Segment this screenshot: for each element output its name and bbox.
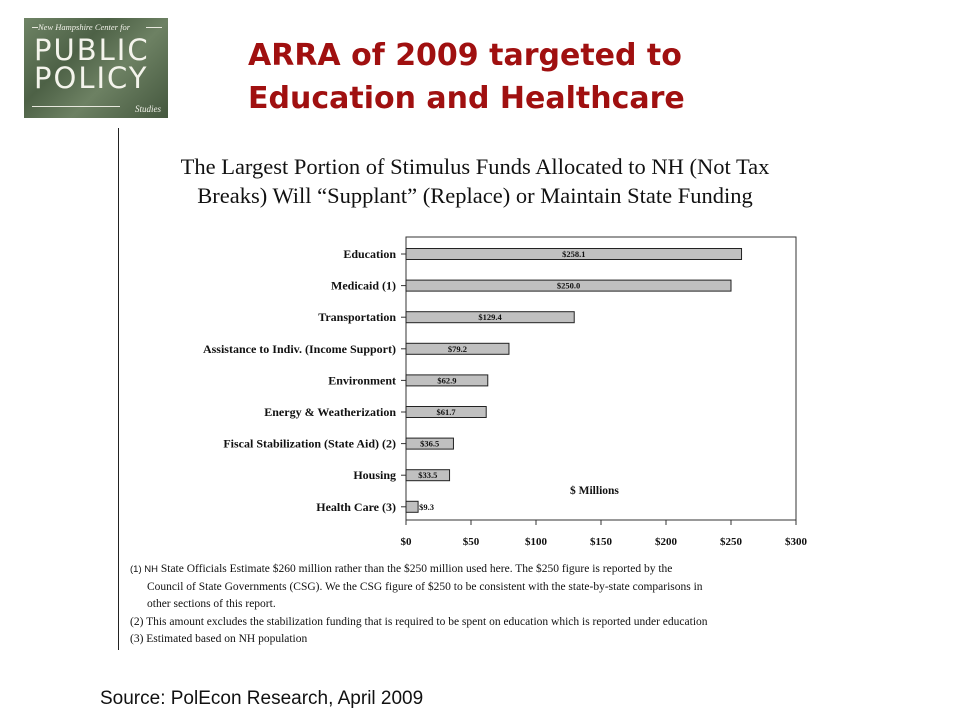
bar-value-label: $36.5	[420, 438, 440, 449]
x-tick-label: $0	[400, 536, 412, 548]
bar-value-label: $9.3	[419, 501, 434, 512]
x-tick-label: $100	[525, 536, 547, 548]
category-label: Fiscal Stabilization (State Aid) (2)	[223, 436, 396, 451]
bar-value-label: $79.2	[447, 343, 468, 354]
chart-title-line-1: The Largest Portion of Stimulus Funds Allocated to NH (Not Tax	[180, 154, 770, 179]
bar-value-label: $258.1	[562, 249, 586, 259]
logo-org-text: New Hampshire Center for	[38, 22, 131, 32]
chart-footnotes	[130, 561, 860, 649]
bar-value-label: $129.4	[478, 312, 502, 323]
source-citation: Source: PolEcon Research, April 2009	[100, 688, 424, 709]
slide-title-line-2: Education and Healthcare	[248, 81, 685, 116]
footnote-1-text: State Officials Estimate $260 million rather than the $250 million used here. The $250 figure is reported by the	[160, 563, 673, 575]
category-label: Housing	[353, 468, 396, 483]
bar	[406, 501, 418, 512]
footnote-1-line-2: Council of State Governments (CSG). We the CSG figure of $250 to be consistent with the state-by-state comparisons in	[147, 580, 703, 593]
category-label: Medicaid (1)	[331, 278, 396, 293]
category-label: Energy & Weatherization	[264, 405, 396, 419]
x-tick-label: $250	[720, 536, 742, 548]
bar-value-label: $61.7	[436, 407, 456, 417]
logo-word-policy: POLICY	[34, 61, 149, 95]
unit-label: $ Millions	[570, 485, 619, 497]
slide-title-line-1: ARRA of 2009 targeted to	[248, 38, 682, 73]
x-tick-label: $200	[655, 536, 677, 548]
category-label: Education	[343, 247, 396, 261]
footnote-1-prefix: (1) NH	[130, 564, 158, 575]
footnote-1-line-1	[130, 561, 860, 579]
x-tick-label: $300	[785, 536, 807, 548]
footnote-2: (2) This amount excludes the stabilization funding that is required to be spent on education which is reported under education	[130, 615, 708, 628]
category-label: Transportation	[318, 310, 396, 325]
footnote-1-line-3: other sections of this report.	[147, 598, 276, 610]
category-label: Environment	[328, 373, 396, 388]
bar-value-label: $33.5	[418, 470, 438, 481]
logo-word-public: PUBLIC	[34, 33, 150, 67]
bar-value-label: $62.9	[437, 375, 457, 386]
x-tick-label: $50	[462, 536, 480, 548]
logo-word-studies: Studies	[135, 104, 161, 114]
category-label: Health Care (3)	[316, 499, 396, 514]
footnote-3: (3) Estimated based on NH population	[130, 633, 308, 645]
bar-value-label: $250.0	[556, 280, 581, 291]
category-label: Assistance to Indiv. (Income Support)	[202, 341, 396, 356]
x-tick-label: $150	[590, 536, 612, 548]
chart-title-line-2: Breaks) Will “Supplant” (Replace) or Maintain State Funding	[197, 183, 753, 208]
